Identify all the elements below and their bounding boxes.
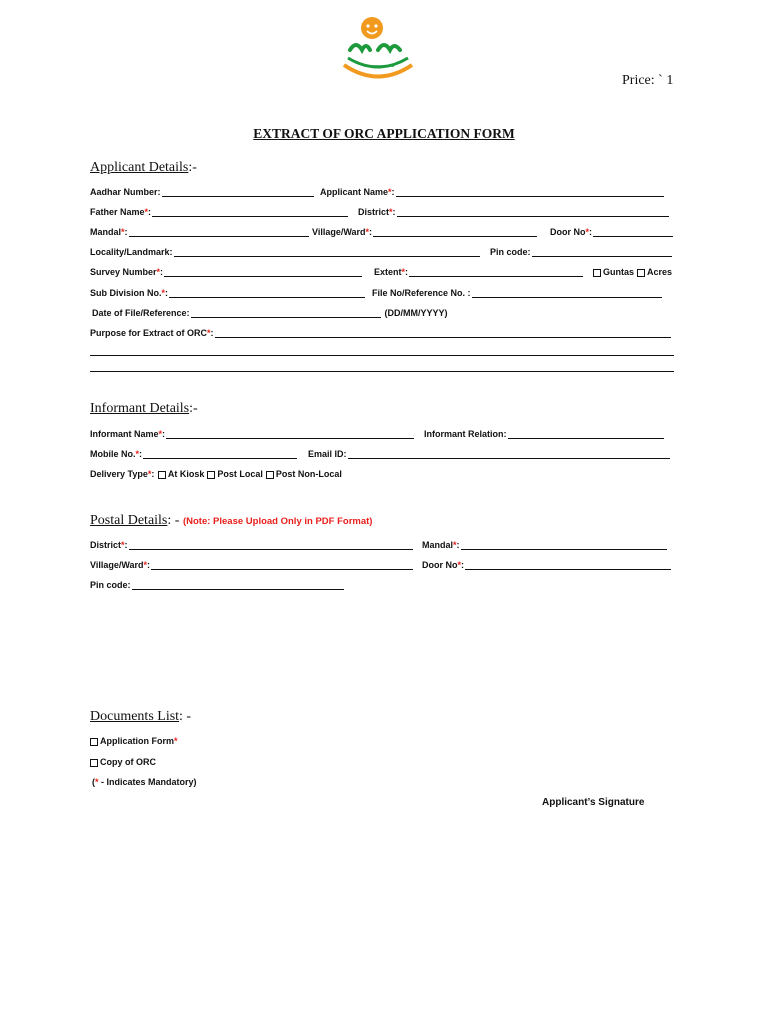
applicant-name-field[interactable]: Applicant Name * : <box>320 185 664 197</box>
mobile-no-field[interactable]: Mobile No. * : <box>90 447 297 459</box>
postal-pin-code-field[interactable]: Pin code: <box>90 578 344 590</box>
extent-unit-options: Guntas Acres <box>592 265 672 277</box>
mee-seva-logo <box>334 10 422 88</box>
informant-name-field[interactable]: Informant Name * : <box>90 427 414 439</box>
postal-mandal-field[interactable]: Mandal * : <box>422 538 667 550</box>
purpose-line-2[interactable] <box>90 355 674 356</box>
documents-list-heading: Documents List: - <box>90 709 192 724</box>
purpose-field[interactable]: Purpose for Extract of ORC * : <box>90 326 671 338</box>
pdf-format-note: (Note: Please Upload Only in PDF Format) <box>182 516 373 527</box>
locality-landmark-field[interactable]: Locality/Landmark: <box>90 245 480 257</box>
guntas-checkbox[interactable] <box>593 269 601 277</box>
purpose-line-3[interactable] <box>90 371 674 372</box>
mandal-field[interactable]: Mandal * : <box>90 225 309 237</box>
postal-district-field[interactable]: District * : <box>90 538 413 550</box>
mandatory-note: ( * - Indicates Mandatory) <box>92 777 197 787</box>
pin-code-field[interactable]: Pin code: <box>490 245 672 257</box>
copy-of-orc-item: Copy of ORC <box>90 755 156 767</box>
copy-of-orc-checkbox[interactable] <box>90 759 98 767</box>
aadhar-number-field[interactable]: Aadhar Number: <box>90 185 314 197</box>
applicant-signature-label: Applicant’s Signature <box>542 797 645 808</box>
postal-village-ward-field[interactable]: Village/Ward * : <box>90 558 413 570</box>
survey-number-field[interactable]: Survey Number * : <box>90 265 362 277</box>
file-reference-no-field[interactable]: File No/Reference No. : <box>372 286 662 298</box>
application-form-item: Application Form * <box>90 734 178 746</box>
father-name-field[interactable]: Father Name * : <box>90 205 348 217</box>
application-form-checkbox[interactable] <box>90 738 98 746</box>
acres-checkbox[interactable] <box>637 269 645 277</box>
date-of-file-field[interactable]: Date of File/Reference: (DD/MM/YYYY) <box>92 308 448 318</box>
post-non-local-checkbox[interactable] <box>266 471 274 479</box>
informant-relation-field[interactable]: Informant Relation: <box>424 427 664 439</box>
applicant-details-heading: Applicant Details:- <box>90 160 197 175</box>
informant-details-heading: Informant Details:- <box>90 401 198 416</box>
at-kiosk-checkbox[interactable] <box>158 471 166 479</box>
form-title: EXTRACT OF ORC APPLICATION FORM <box>253 126 515 141</box>
sub-division-field[interactable]: Sub Division No. * : <box>90 286 365 298</box>
village-ward-field[interactable]: Village/Ward * : <box>312 225 537 237</box>
price-label: Price: ` 1 <box>622 73 674 88</box>
extent-field[interactable]: Extent * : <box>374 265 583 277</box>
delivery-type-field: Delivery Type * : At Kiosk Post Local Post Non-Local <box>90 469 342 479</box>
postal-door-no-field[interactable]: Door No * : <box>422 558 671 570</box>
postal-details-heading: Postal Details: - (Note: Please Upload Only in PDF Format) <box>90 513 373 528</box>
district-field[interactable]: District * : <box>358 205 669 217</box>
email-id-field[interactable]: Email ID: <box>308 447 670 459</box>
post-local-checkbox[interactable] <box>207 471 215 479</box>
door-no-field[interactable]: Door No * : <box>550 225 673 237</box>
